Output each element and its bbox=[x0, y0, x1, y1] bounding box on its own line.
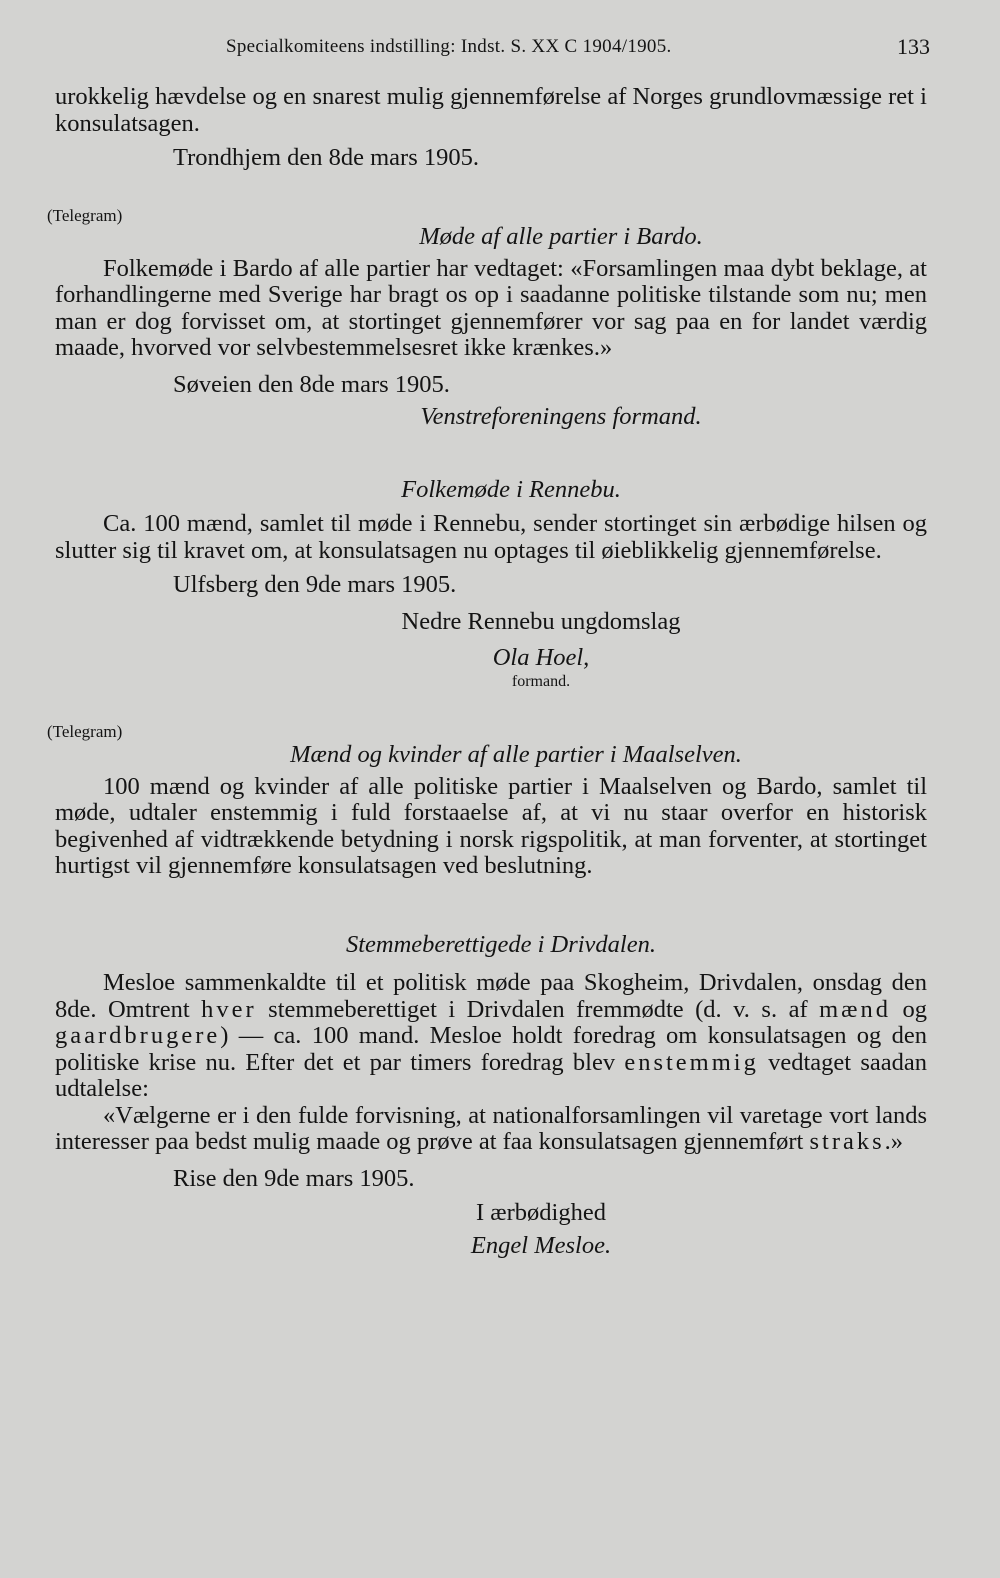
signature-name: Engel Mesloe. bbox=[470, 1231, 612, 1259]
section-heading: Mænd og kvinder af alle partier i Maalselven. bbox=[290, 740, 742, 768]
paragraph: Mesloe sammenkaldte til et politisk møde paa Skogheim, Drivdalen, onsdag den 8de. Omtrent hver stemmeberettiget i Drivdalen fremmødte (d. v. s. af mænd og gaardbrugere) — ca. 100 mand. Mesloe holdt foredrag om konsulatsagen og den politiske krise nu. Efter det et par timers foredrag blev enstemmig vedtaget saadan udtalelse: bbox=[55, 969, 928, 1102]
place-date: Søveien den 8de mars 1905. bbox=[173, 370, 450, 398]
signature-name: Ola Hoel, bbox=[492, 644, 590, 671]
quotation: «Vælgerne er i den fulde forvisning, at nationalforsamlingen vil varetage vort lands interesser paa bedst mulig maade og prøve at faa konsulatsagen gjennemført straks.» bbox=[55, 1101, 927, 1155]
signature-title: formand. bbox=[511, 672, 571, 690]
section-heading: Stemmeberettigede i Drivdalen. bbox=[345, 930, 656, 958]
closing-salutation: I ærbødighed bbox=[476, 1199, 606, 1226]
place-date: Rise den 9de mars 1905. bbox=[173, 1164, 415, 1192]
page-number: 133 bbox=[897, 34, 930, 59]
running-title: Specialkomiteens indstilling: Indst. S. XX C 1904/1905. bbox=[226, 36, 672, 57]
telegram-row bbox=[47, 721, 927, 768]
place-date: Trondhjem den 8de mars 1905. bbox=[173, 144, 479, 171]
signature: Venstreforeningens formand. bbox=[420, 403, 702, 430]
telegram-tag: (Telegram) bbox=[47, 205, 123, 225]
page-body bbox=[47, 83, 928, 1259]
signature-org: Nedre Rennebu ungdomslag bbox=[401, 607, 681, 635]
telegram-tag: (Telegram) bbox=[47, 721, 123, 741]
telegram-row bbox=[47, 205, 927, 252]
paragraph: Ca. 100 mænd, samlet til møde i Rennebu, sender stortinget sin ærbødige hilsen og slutter sig til kravet om, at konsulatsagen nu optages til øieblikkelig gjennemførelse. bbox=[55, 510, 927, 564]
paragraph: 100 mænd og kvinder af alle politiske partier i Maalselven og Bardo, samlet til møde, udtaler enstemmig i fuld forstaaelse af, at vi nu staar overfor en historisk begivenhed af vidtrækkende betydning i norsk rigspolitik, at man forventer, at stortinget hurtigst vil gjennemføre konsulatsagen ved beslutning. bbox=[55, 772, 927, 879]
paragraph-continuation: urokkelig hævdelse og en snarest mulig gjennemførelse af Norges grundlovmæssige ret i konsulatsagen. bbox=[55, 83, 927, 137]
paragraph: Folkemøde i Bardo af alle partier har vedtaget: «Forsamlingen maa dybt beklage, at forhandlingerne med Sverige har bragt os op i saadanne politiske tilstande som nu; men man er dog forvisset om, at stortinget gjennemfører vor sag paa en for landet værdig maade, hvorved vor selvbestemmelsesret ikke krænkes.» bbox=[55, 254, 927, 361]
section-heading: Folkemøde i Rennebu. bbox=[401, 475, 621, 503]
place-date: Ulfsberg den 9de mars 1905. bbox=[173, 571, 457, 598]
page-header bbox=[0, 36, 1000, 66]
section-heading: Møde af alle partier i Bardo. bbox=[419, 222, 703, 250]
